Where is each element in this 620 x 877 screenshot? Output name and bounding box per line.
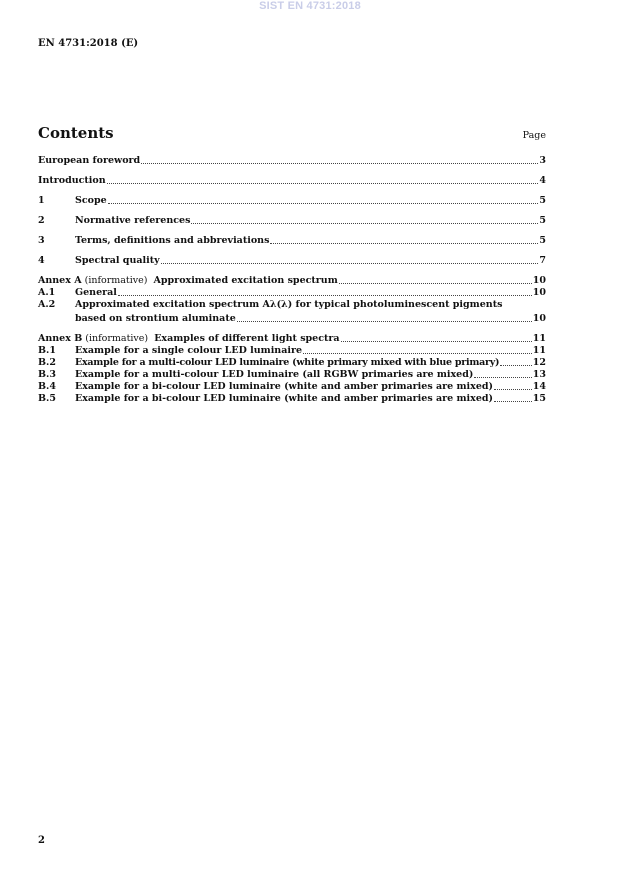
page-column-label: Page	[522, 130, 546, 141]
toc-entry-number: B.2	[38, 357, 56, 368]
toc-entry-page: 11	[532, 333, 546, 344]
toc-entry-title: Example for a bi-colour LED luminaire (white and amber primaries are mixed)	[75, 381, 494, 392]
toc-entry-number: B.4	[38, 381, 56, 392]
toc-entry-b3[interactable]	[38, 369, 546, 381]
dot-leader	[303, 353, 532, 354]
annex-label: Annex A	[38, 275, 82, 286]
toc-entry-page: 15	[532, 393, 546, 404]
toc-entry-number: B.1	[38, 345, 56, 356]
toc-entry-title: Terms, definitions and abbreviations	[75, 235, 270, 246]
toc-entry-page: 7	[539, 255, 546, 266]
toc-entry-title: Example for a multi-colour LED luminaire (white primary mixed with blue primary)	[75, 357, 500, 368]
dot-leader	[494, 401, 532, 402]
toc-entry-title: General	[75, 287, 117, 298]
toc-entry-title: Example for a multi-colour LED luminaire (all RGBW primaries are mixed)	[75, 369, 474, 380]
annex-type: (informative)	[84, 275, 148, 286]
toc-entry-a1[interactable]	[38, 287, 546, 299]
toc-entry-title-line1: Approximated excitation spectrum Aλ(λ) for typical photoluminescent pigments	[75, 299, 503, 310]
dot-leader	[107, 183, 539, 184]
toc-entry-clause-2[interactable]	[38, 215, 546, 227]
toc-entry-number: B.5	[38, 393, 56, 404]
toc-entry-number: B.3	[38, 369, 56, 380]
toc-entry-page: 5	[539, 215, 546, 226]
dot-leader	[494, 389, 532, 390]
dot-leader	[191, 223, 538, 224]
toc-entry-number: 1	[38, 195, 45, 206]
toc-entry-number: A.2	[38, 299, 56, 310]
toc-entry-number: A.1	[38, 287, 56, 298]
toc-entry-b1[interactable]	[38, 345, 546, 357]
toc-entry-number: 3	[38, 235, 45, 246]
toc-entry-page: 5	[539, 235, 546, 246]
toc-entry-title: Normative references	[75, 215, 191, 226]
toc-entry-title: European foreword	[38, 155, 141, 166]
toc-entry-page: 13	[532, 369, 546, 380]
toc-entry-page: 10	[532, 275, 546, 286]
toc-entry-number: 2	[38, 215, 45, 226]
page-number: 2	[38, 835, 45, 846]
document-id: EN 4731:2018 (E)	[38, 38, 139, 49]
dot-leader	[341, 341, 532, 342]
annex-title: Approximated excitation spectrum	[153, 275, 338, 286]
toc-entry-page: 5	[539, 195, 546, 206]
dot-leader	[161, 263, 539, 264]
toc-entry-annex-a[interactable]	[38, 275, 546, 287]
toc-entry-page: 10	[532, 287, 546, 298]
toc-entry-title: Example for a bi-colour LED luminaire (white and amber primaries are mixed)	[75, 393, 494, 404]
toc-entry-clause-1[interactable]	[38, 195, 546, 207]
toc-entry-b2[interactable]	[38, 357, 546, 369]
toc-entry-introduction[interactable]	[38, 175, 546, 187]
toc-entry-title: Scope	[75, 195, 107, 206]
annex-type: (informative)	[85, 333, 149, 344]
dot-leader	[108, 203, 539, 204]
dot-leader	[339, 283, 532, 284]
toc-entry-number: 4	[38, 255, 45, 266]
toc-entry-title: Example for a single colour LED luminaire	[75, 345, 303, 356]
toc-entry-title: Spectral quality	[75, 255, 160, 266]
annex-heading	[38, 333, 340, 345]
toc-entry-clause-3[interactable]	[38, 235, 546, 247]
annex-label: Annex B	[38, 333, 83, 344]
watermark: SIST EN 4731:2018	[259, 0, 361, 12]
toc-entry-european-foreword[interactable]	[38, 155, 546, 167]
toc-entry-page: 3	[539, 155, 546, 166]
dot-leader	[270, 243, 538, 244]
toc-entry-page: 10	[532, 313, 546, 324]
annex-heading	[38, 275, 338, 287]
toc-entry-annex-b[interactable]	[38, 333, 546, 345]
dot-leader	[118, 295, 532, 296]
dot-leader	[237, 321, 532, 322]
toc-entry-page: 4	[539, 175, 546, 186]
dot-leader	[141, 163, 538, 164]
toc-entry-b5[interactable]	[38, 393, 546, 405]
toc-entry-page: 12	[532, 357, 546, 368]
toc-entry-page: 11	[532, 345, 546, 356]
toc-entry-b4[interactable]	[38, 381, 546, 393]
toc-entry-page: 14	[532, 381, 546, 392]
contents-heading: Contents	[38, 124, 114, 142]
toc-entry-a2[interactable]	[38, 299, 546, 325]
toc-entry-title-line2: based on strontium aluminate	[75, 313, 236, 324]
table-of-contents	[38, 155, 546, 405]
dot-leader	[474, 377, 531, 378]
dot-leader	[500, 365, 531, 366]
toc-entry-title: Introduction	[38, 175, 106, 186]
toc-entry-clause-4[interactable]	[38, 255, 546, 267]
annex-title: Examples of different light spectra	[154, 333, 340, 344]
